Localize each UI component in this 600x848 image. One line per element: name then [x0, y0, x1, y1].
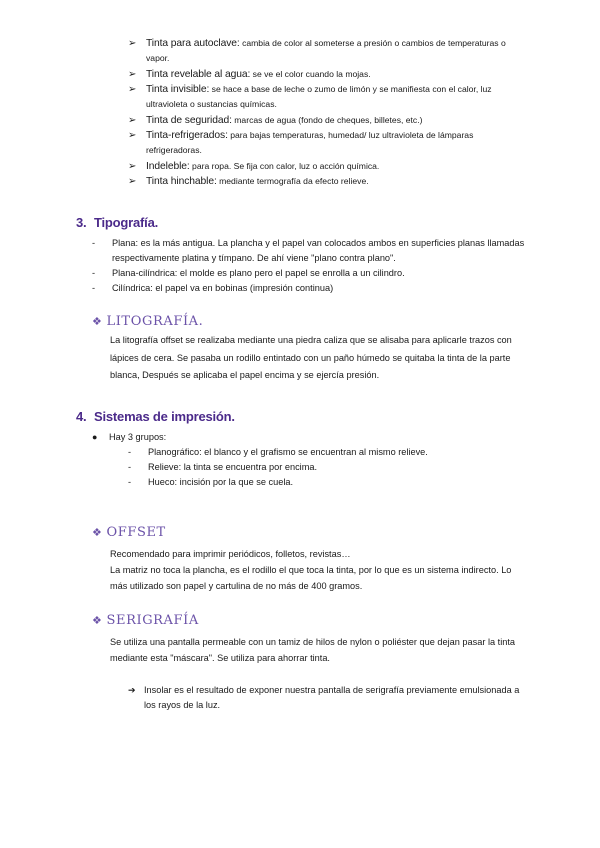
ink-term: Tinta hinchable: [146, 176, 217, 187]
ink-description: mediante termografía da efecto relieve. [216, 176, 369, 186]
list-item-text: Relieve: la tinta se encuentra por encima. [148, 462, 318, 472]
arrowhead-icon: ➢ [128, 114, 137, 126]
list-item-text: Hueco: incisión por la que se cuela. [148, 477, 294, 487]
section-number: 3. [76, 215, 87, 230]
bullet-icon: ● [92, 432, 98, 442]
list-item [128, 683, 528, 713]
offset-line: Recomendado para imprimir periódicos, folletos, revistas… [110, 549, 351, 559]
dash-icon: - [92, 238, 96, 248]
ink-term: Tinta revelable al agua: [146, 68, 251, 80]
ink-term: Tinta-refrigerados: [146, 130, 228, 141]
list-item [128, 113, 508, 128]
list-item [92, 266, 532, 281]
arrow-right-icon: ➔ [128, 685, 136, 695]
ink-description: marcas de agua (fondo de cheques, billetes, etc.) [231, 114, 423, 125]
dash-icon: - [128, 477, 132, 487]
list-item [128, 159, 508, 174]
section-title: Tipografía. [94, 215, 159, 230]
section-number: 4. [76, 409, 87, 424]
dash-icon: - [128, 447, 132, 457]
subsection-title: SERIGRAFÍA [106, 613, 199, 628]
offset-heading [92, 525, 166, 540]
ink-description: para ropa. Se fija con calor, luz o acción química. [189, 160, 380, 171]
list-item [128, 36, 508, 66]
ink-term: Tinta para autoclave: [146, 38, 240, 49]
dash-icon: - [92, 283, 96, 293]
list-item [128, 475, 528, 490]
list-item [92, 430, 166, 445]
subsection-title: LITOGRAFÍA. [106, 314, 204, 329]
litografia-heading [92, 314, 203, 329]
print-groups-list [128, 445, 528, 490]
serigrafia-heading [92, 613, 199, 628]
serigrafia-paragraph: Se utiliza una pantalla permeable con un tamiz de hilos de nylon o poliéster que dejan pasar la tinta mediante esta "máscara". Se utiliza para ahorrar tinta. [110, 637, 516, 663]
subsection-title: OFFSET [106, 525, 166, 540]
ink-description: se hace a base de leche o zumo de limón y se manifiesta con el calor, luz ultravioleta o sustancias químicas. [146, 84, 492, 109]
ink-types-list [128, 36, 508, 190]
list-item-text: Plana-cilíndrica: el molde es plano pero el papel se enrolla a un cilindro. [112, 268, 405, 278]
list-item [128, 460, 528, 475]
ink-term: Indeleble: [146, 160, 190, 172]
list-item-text: Hay 3 grupos: [109, 432, 167, 442]
ink-description: para bajas temperaturas, humedad/ luz ultravioleta de lámparas refrigeradoras. [146, 130, 474, 155]
ink-term: Tinta de seguridad: [146, 114, 232, 126]
arrowhead-icon: ➢ [128, 176, 137, 187]
list-item-text: Insolar es el resultado de exponer nuestra pantalla de serigrafía previamente emulsionada a los rayos de la luz. [144, 685, 520, 710]
list-item [92, 281, 532, 296]
ink-term: Tinta invisible: [146, 84, 210, 95]
section-title: Sistemas de impresión. [94, 409, 235, 424]
arrowhead-icon: ➢ [128, 160, 137, 172]
tipografia-types-list [92, 236, 532, 296]
litografia-paragraph: La litografía offset se realizaba mediante una piedra caliza que se alisaba para aplicarle trazos con lápices de cera. Se pasaba un rodillo entintado con un paño húmedo se quitaba la tinta de la parte blanca, Después se aplicaba el papel encima y se ejercía presión. [110, 335, 512, 380]
diamond-icon: ❖ [92, 526, 103, 539]
list-item-text: Plana: es la más antigua. La plancha y el papel van colocados ambos en superficies planas llamadas respectivamente platina y tímpano. De ahí viene "plano contra plano". [112, 238, 525, 263]
serigrafia-notes-list [128, 683, 528, 713]
dash-icon: - [92, 268, 96, 278]
groups-intro-list [92, 430, 166, 445]
list-item [128, 67, 508, 82]
list-item [128, 82, 508, 112]
ink-description: cambia de color al someterse a presión o cambios de temperaturas o vapor. [146, 38, 506, 63]
ink-description: se ve el color cuando la mojas. [250, 68, 371, 79]
list-item [128, 174, 508, 189]
diamond-icon: ❖ [92, 614, 103, 627]
arrowhead-icon: ➢ [128, 130, 137, 141]
list-item [128, 445, 528, 460]
diamond-icon: ❖ [92, 315, 103, 328]
list-item [92, 236, 532, 266]
list-item [128, 128, 508, 158]
arrowhead-icon: ➢ [128, 38, 137, 49]
dash-icon: - [128, 462, 132, 472]
arrowhead-icon: ➢ [128, 68, 137, 80]
section-3-heading [76, 215, 158, 230]
list-item-text: Cilíndrica: el papel va en bobinas (impresión continua) [112, 283, 334, 293]
section-4-heading [76, 409, 235, 424]
offset-paragraph [110, 546, 530, 594]
arrowhead-icon: ➢ [128, 84, 137, 95]
offset-line: La matriz no toca la plancha, es el rodillo el que toca la tinta, por lo que es un sistema indirecto. Lo más utilizado son papel y cartulina de no más de 400 gramos. [110, 565, 512, 591]
list-item-text: Planográfico: el blanco y el grafismo se encuentran al mismo relieve. [148, 447, 428, 457]
